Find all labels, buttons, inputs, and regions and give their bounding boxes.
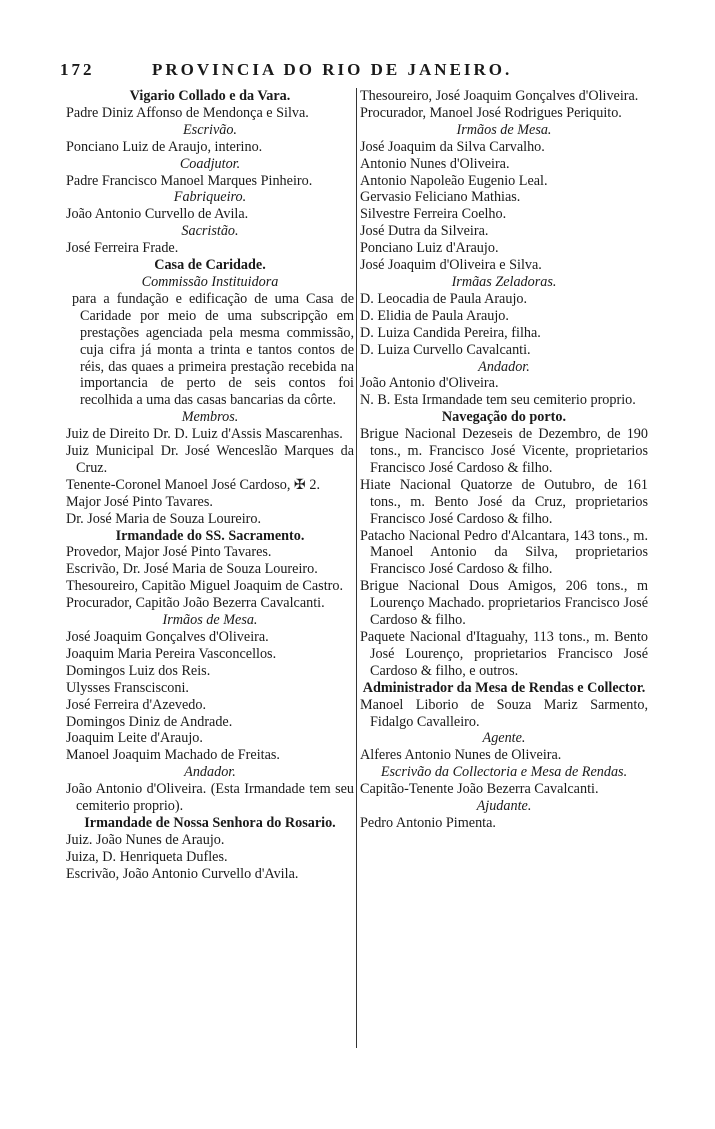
entry: N. B. Esta Irmandade tem seu cemiterio proprio. <box>360 392 636 409</box>
entry: José Dutra da Silveira. <box>360 223 489 240</box>
section-heading: Irmandade de Nossa Senhora do Rosario. <box>84 814 336 831</box>
entry: Juiz de Direito Dr. D. Luiz d'Assis Mascarenhas. <box>66 426 343 443</box>
entry: Juiz. João Nunes de Araujo. <box>66 831 225 848</box>
entry: Procurador, Manoel José Rodrigues Periquito. <box>360 104 622 121</box>
subheading: Andador. <box>478 358 530 375</box>
entry: Juiza, D. Henriqueta Dufles. <box>66 848 228 865</box>
entry: Silvestre Ferreira Coelho. <box>360 206 507 223</box>
entry: Major José Pinto Tavares. <box>66 493 213 510</box>
entry: João Antonio d'Oliveira. <box>360 375 499 392</box>
entry: Ponciano Luiz de Araujo, interino. <box>66 138 263 155</box>
subheading: Membros. <box>181 409 239 426</box>
entry: José Joaquim Gonçalves d'Oliveira. <box>66 629 269 645</box>
subheading: Ajudante. <box>476 798 532 815</box>
entry: Antonio Nunes d'Oliveira. <box>360 155 510 172</box>
subheading: Coadjutor. <box>179 155 241 172</box>
entry: José Ferreira Frade. <box>66 240 179 257</box>
entry: Provedor, Major José Pinto Tavares. <box>66 544 272 561</box>
subheading: Andador. <box>184 764 236 781</box>
entry: Gervasio Feliciano Mathias. <box>360 189 521 206</box>
entry: Manoel Liborio de Souza Mariz Sarmento, Fidalgo Cavalleiro. <box>360 696 648 730</box>
section-heading: Vigario Collado e da Vara. <box>129 88 291 104</box>
subheading: Sacristão. <box>181 223 239 240</box>
entry: Antonio Napoleão Eugenio Leal. <box>360 172 548 189</box>
entry: D. Leocadia de Paula Araujo. <box>360 290 528 307</box>
section-heading: Navegação do porto. <box>441 409 567 426</box>
entry: Manoel Joaquim Machado de Freitas. <box>66 747 280 764</box>
entry: Patacho Nacional Pedro d'Alcantara, 143 tons., m. Manoel Antonio da Silva, proprietarios Francisco José Cardoso & filho. <box>360 527 648 578</box>
entry: Joaquim Maria Pereira Vasconcellos. <box>66 645 277 662</box>
entry: Ponciano Luiz d'Araujo. <box>360 240 499 257</box>
subheading: Irmãas Zeladoras. <box>451 273 557 290</box>
entry: Capitão-Tenente João Bezerra Cavalcanti. <box>360 781 599 798</box>
entry: João Antonio Curvello de Avila. <box>66 206 249 223</box>
entry: D. Elidia de Paula Araujo. <box>360 307 509 324</box>
entry: José Ferreira d'Azevedo. <box>66 696 207 713</box>
entry: Brigue Nacional Dezeseis de Dezembro, de 190 tons., m. Francisco José Vicente, proprietarios Francisco José Cardoso & filho. <box>360 426 648 476</box>
entry: Procurador, Capitão João Bezerra Cavalcanti. <box>66 595 325 612</box>
entry: D. Luiza Curvello Cavalcanti. <box>360 341 531 358</box>
page-header <box>60 60 660 84</box>
entry: Alferes Antonio Nunes de Oliveira. <box>360 747 562 764</box>
paragraph: para a fundação e edificação de uma Casa de Caridade por meio de uma subscripção em prestações agenciada pela mesma commissão, cuja cifra já monta a trinta e tantos contos de réis, das quaes a primeira prestação recebida na importancia de perto de seis contos foi recolhida a uma das casas bancarias da côrte. <box>72 290 354 409</box>
entry: Padre Francisco Manoel Marques Pinheiro. <box>66 172 313 189</box>
entry: Domingos Diniz de Andrade. <box>66 713 233 730</box>
entry: Pedro Antonio Pimenta. <box>360 814 496 831</box>
entry: Hiate Nacional Quatorze de Outubro, de 161 tons., m. Bento José da Cruz, proprietarios Francisco José Cardoso & filho. <box>360 476 648 527</box>
subheading: Irmãos de Mesa. <box>162 612 258 629</box>
subheading: Escrivão. <box>183 121 237 138</box>
entry: José Joaquim d'Oliveira e Silva. <box>360 257 542 274</box>
entry: Juiz Municipal Dr. José Wenceslão Marques da Cruz. <box>66 443 354 476</box>
subheading: Commissão Instituidora <box>141 273 279 290</box>
entry: Ulysses Franscisconi. <box>66 679 189 696</box>
entry: Thesoureiro, Capitão Miguel Joaquim de Castro. <box>66 578 343 595</box>
entry: Thesoureiro, José Joaquim Gonçalves d'Oliveira. <box>360 88 639 104</box>
entry: Joaquim Leite d'Araujo. <box>66 730 203 747</box>
section-heading: Irmandade do SS. Sacramento. <box>115 527 305 544</box>
column-divider <box>356 88 357 1048</box>
entry: Brigue Nacional Dous Amigos, 206 tons., m Lourenço Machado. proprietarios Francisco José Cardoso & filho. <box>360 578 648 629</box>
right-column <box>360 88 648 832</box>
entry: Tenente-Coronel Manoel José Cardoso, ✠ 2. <box>66 476 320 493</box>
entry: Padre Diniz Affonso de Mendonça e Silva. <box>66 104 309 121</box>
entry: Domingos Luiz dos Reis. <box>66 662 211 679</box>
entry: Escrivão, Dr. José Maria de Souza Loureiro. <box>66 561 318 578</box>
left-column <box>66 88 354 883</box>
entry: Escrivão, João Antonio Curvello d'Avila. <box>66 865 299 882</box>
subheading: Fabriqueiro. <box>173 189 247 206</box>
subheading: Escrivão da Collectoria e Mesa de Rendas. <box>380 764 628 781</box>
page-number: 172 <box>60 60 95 79</box>
section-heading: Administrador da Mesa de Rendas e Collector. <box>362 679 646 696</box>
entry: José Joaquim da Silva Carvalho. <box>360 138 545 155</box>
subheading: Agente. <box>482 730 526 747</box>
section-heading: Casa de Caridade. <box>154 257 266 274</box>
entry: João Antonio d'Oliveira. (Esta Irmandade tem seu cemiterio proprio). <box>66 781 354 815</box>
entry: Dr. José Maria de Souza Loureiro. <box>66 510 262 527</box>
subheading: Irmãos de Mesa. <box>456 121 552 138</box>
entry: Paquete Nacional d'Itaguahy, 113 tons., m. Bento José Lourenço, proprietarios Francisco José Cardoso & filho, e outros. <box>360 629 648 679</box>
page-title: PROVINCIA DO RIO DE JANEIRO. <box>152 60 513 79</box>
entry: D. Luiza Candida Pereira, filha. <box>360 324 541 341</box>
